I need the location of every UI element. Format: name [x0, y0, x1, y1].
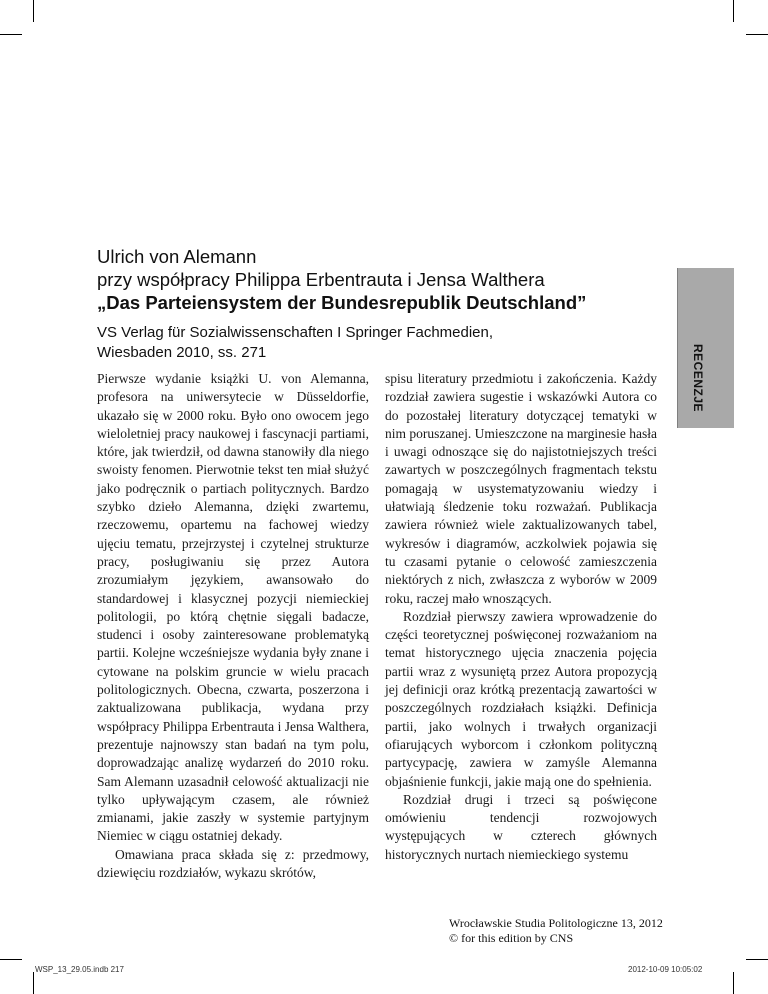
- crop-mark: [746, 34, 768, 35]
- crop-mark: [0, 959, 22, 960]
- paragraph: Pierwsze wydanie książki U. von Alemanna, profesora na uniwersytecie w Düsseldorfie, ukazało się w 2000 roku. Było ono owocem jego wieloletniej pracy naukowej i fascynacji partiami, które, jak twierdził, od dawna stanowiły dla niego swoisty fenomen. Pierwotnie tekst ten miał służyć jako podręcznik o partiach politycznych. Bardzo szybko dzieło Alemanna, dzięki zwartemu, rzeczowemu, opartemu na fachowej wiedzy ujęciu tematu, przejrzystej i czytelnej strukturze pracy, posługiwaniu się przez Autora zrozumiałym językiem, awansowało do standardowej i klasycznej pozycji niemieckiej politologii, po którą chętnie sięgali badacze, studenci i osoby zainteresowane problematyką partii. Kolejne wcześniejsze wydania były znane i cytowane na polskim gruncie w wielu pracach politologicznych. Obecna, czwarta, poszerzona i zaktualizowana publikacja, wydana przy współpracy Philippa Erbentrauta i Jensa Walthera, prezentuje najnowszy stan badań na tym polu, doprowadzając analizę wydarzeń do 2010 roku. Sam Alemann uzasadnił celowość aktualizacji nie tylko upływającym czasem, ale również zmianami, jakie zaszły w systemie partyjnym Niemiec w ciągu ostatniej dekady.: [97, 371, 369, 844]
- publisher-info: [97, 323, 657, 363]
- crop-mark: [0, 34, 22, 35]
- crop-mark: [733, 972, 734, 994]
- crop-mark: [33, 0, 34, 22]
- print-slug-timestamp: 2012-10-09 10:05:02: [628, 965, 703, 974]
- journal-footer: [449, 916, 663, 946]
- copyright-notice: © for this edition by CNS: [449, 931, 574, 945]
- paragraph: Omawiana praca składa się z: przedmowy, dziewięciu rozdziałów, wykazu skrótów,: [97, 846, 369, 881]
- publisher-line-2: Wiesbaden 2010, ss. 271: [97, 344, 267, 361]
- right-text-column: [385, 370, 657, 864]
- collaborators-line: przy współpracy Philippa Erbentrauta i Jensa Walthera: [97, 269, 545, 290]
- crop-mark: [746, 959, 768, 960]
- print-slug-file: WSP_13_29.05.indb 217: [35, 965, 124, 974]
- section-tab: [677, 268, 734, 428]
- author-name: Ulrich von Alemann: [97, 246, 257, 267]
- paragraph: Rozdział drugi i trzeci są poświęcone omówieniu tendencji rozwojowych występujących w czterech głównych historycznych nurtach niemieckiego systemu: [385, 791, 657, 862]
- section-tab-label: RECENZJE: [691, 343, 705, 413]
- book-title: „Das Parteiensystem der Bundesrepublik Deutschland”: [97, 292, 587, 313]
- left-text-column: [97, 370, 369, 882]
- paragraph: spisu literatury przedmiotu i zakończenia. Każdy rozdział zawiera sugestie i wskazówki Autora co do pozostałej literatury dotyczącej tematyki w nim poruszanej. Umieszczone na marginesie hasła i uwagi odnoszące się do najistotniejszych treści zawartych w poszczególnych fragmentach tekstu pomagają w usystematyzowaniu wiedzy i ułatwiają śledzenie toku rozważań. Publikacja zawiera również wiele zaktualizowanych tabel, wykresów i diagramów, aczkolwiek pojawia się tu czasami pytanie o celowość zamieszczenia niektórych z nich, zwłaszcza z wyborów w 2009 roku, raczej mało wnoszących.: [385, 371, 657, 606]
- publisher-line-1: VS Verlag für Sozialwissenschaften I Springer Fachmedien,: [97, 324, 494, 341]
- crop-mark: [33, 972, 34, 994]
- crop-mark: [733, 0, 734, 22]
- journal-name: Wrocławskie Studia Politologiczne 13, 2012: [449, 916, 663, 930]
- paragraph: Rozdział pierwszy zawiera wprowadzenie do części teoretycznej poświęconej rozważaniom na temat historycznego ujęcia znaczenia pojęcia partii wraz z wysuniętą przez Autora propozycją jej definicji oraz krótką prezentacją zawartości w poszczególnych rozdziałach książki. Definicja partii, jako wolnych i trwałych organizacji ofiarujących wyborcom i członkom polityczną partycypację, zawiera w zamyśle Alemanna objaśnienie funkcji, jakie mają one do spełnienia.: [385, 608, 657, 789]
- review-header: [97, 245, 657, 363]
